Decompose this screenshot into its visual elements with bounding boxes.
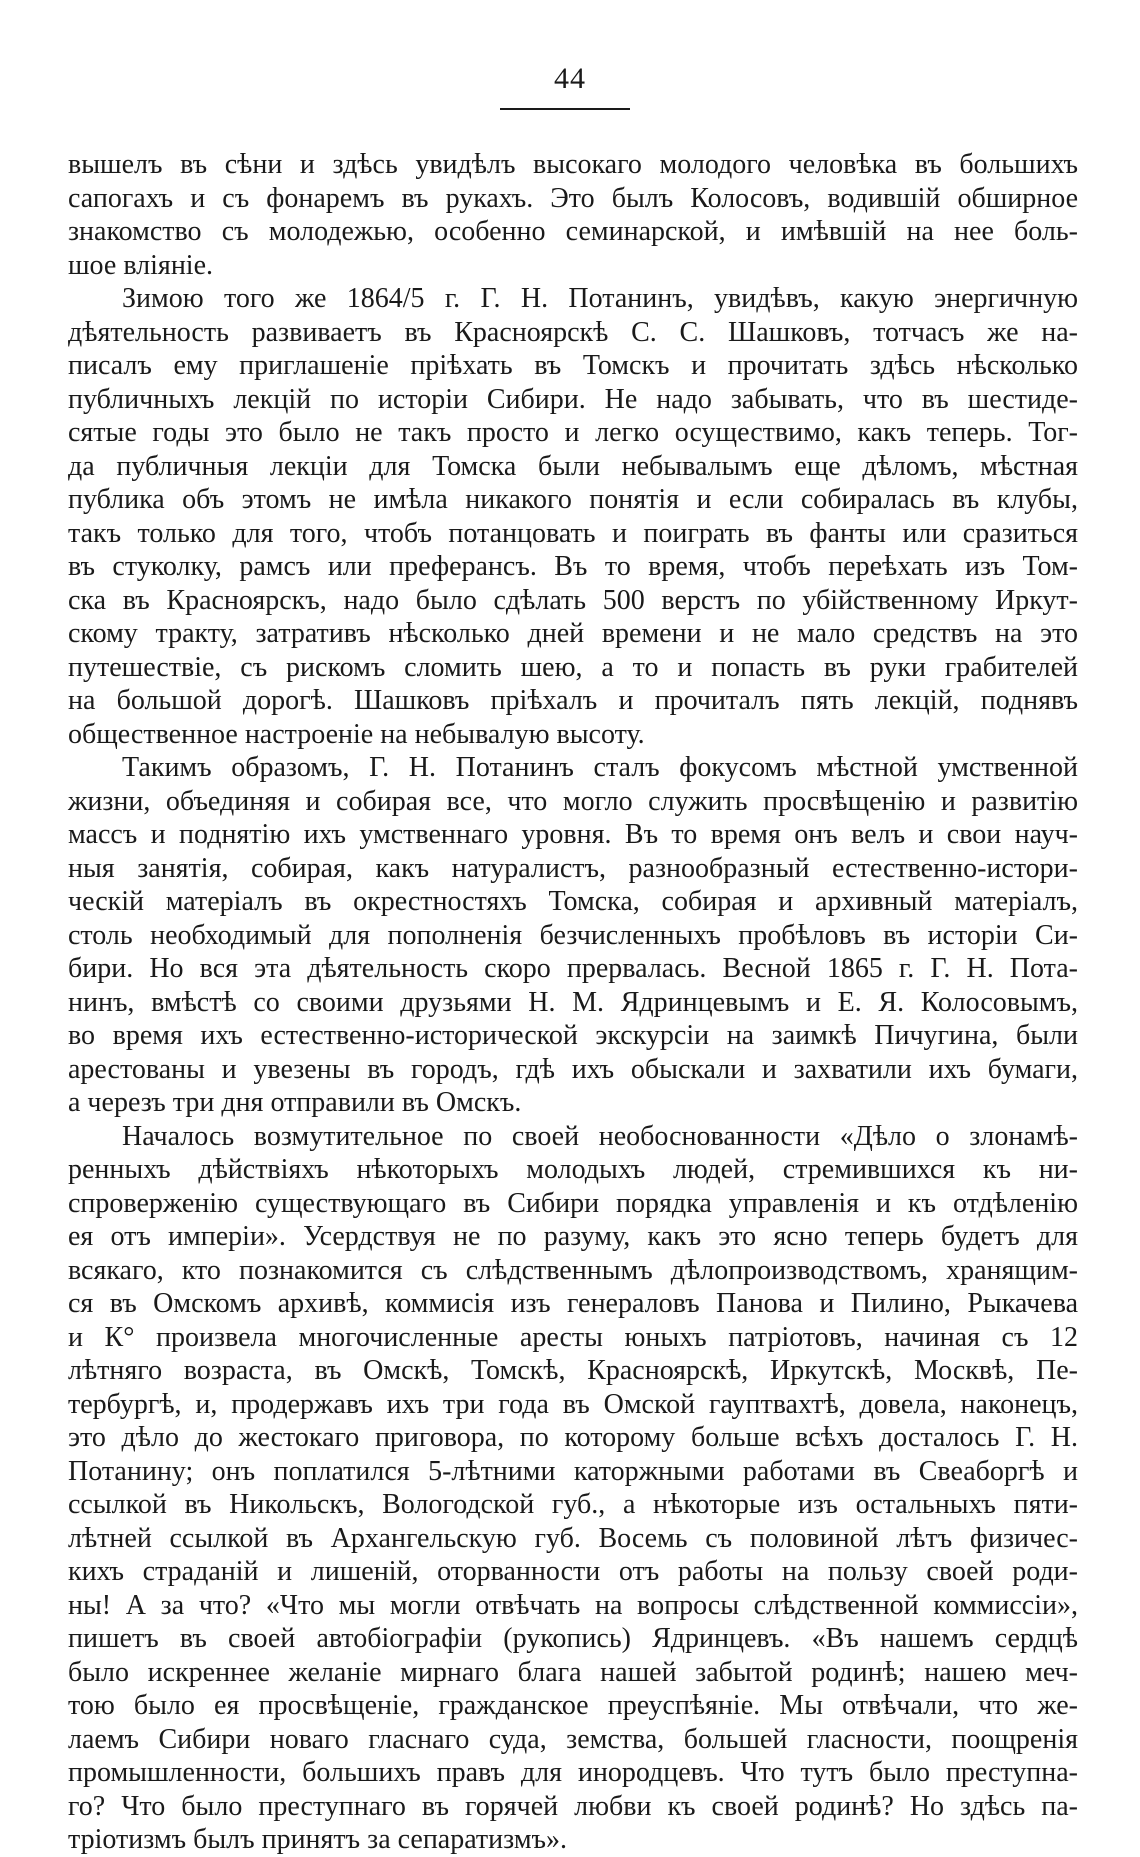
- text-line: го? Что было преступнаго въ горячей любви къ своей родинѣ? Но здѣсь па-: [68, 1790, 1078, 1822]
- text-line: дѣятельность развиваетъ въ Красноярскѣ С. С. Шашковъ, тотчасъ же на-: [68, 316, 1078, 348]
- text-line: сапогахъ и съ фонаремъ въ рукахъ. Это былъ Колосовъ, водившій обширное: [68, 182, 1078, 214]
- text-line: ся въ Омскомъ архивѣ, коммисія изъ генераловъ Панова и Пилино, Рыкачева: [68, 1288, 1078, 1319]
- text-line: такъ только для того, чтобъ потанцовать и поиграть въ фанты или сразиться: [68, 517, 1078, 549]
- text-line: на большой дорогѣ. Шашковъ пріѣхалъ и прочиталъ пять лекцій, поднявъ: [68, 685, 1078, 716]
- text-line: общественное настроеніе на небывалую высоту.: [68, 718, 645, 750]
- text-line: шое вліяніе.: [68, 249, 214, 281]
- text-line: кихъ страданій и лишеній, оторванности отъ работы на пользу своей роди-: [68, 1556, 1078, 1587]
- text-line: тербургѣ, и, продержавъ ихъ три года въ Омской гауптвахтѣ, довела, наконецъ,: [68, 1388, 1078, 1420]
- text-line: массъ и поднятію ихъ умственнаго уровня. Въ то время онъ велъ и свои науч-: [68, 819, 1078, 850]
- paragraph: [68, 282, 1078, 751]
- text-line: Такимъ образомъ, Г. Н. Потанинъ сталъ фокусомъ мѣстной умственной: [122, 752, 1078, 783]
- text-line: лѣтняго возраста, въ Омскѣ, Томскѣ, Красноярскѣ, Иркутскѣ, Москвѣ, Пе-: [68, 1355, 1078, 1386]
- text-line: скому тракту, затративъ нѣсколько дней времени и не мало средствъ на это: [68, 618, 1078, 649]
- text-line: ея отъ имперіи». Усердствуя не по разуму, какъ это ясно теперь будетъ для: [68, 1221, 1078, 1252]
- text-line: пишетъ въ своей автобіографіи (рукопись) Ядринцевъ. «Въ нашемъ сердцѣ: [68, 1623, 1078, 1654]
- text-line: ческій матеріалъ въ окрестностяхъ Томска, собирая и архивный матеріалъ,: [68, 886, 1078, 917]
- text-line: ныя занятія, собирая, какъ натуралистъ, разнообразный естественно-истори-: [68, 852, 1078, 884]
- paragraph: [68, 751, 1078, 1120]
- text-line: жизни, объединяя и собирая все, что могло служить просвѣщенію и развитію: [68, 785, 1078, 817]
- paragraph: [68, 1120, 1078, 1857]
- text-line: Началось возмутительное по своей необоснованности «Дѣло о злонамѣ-: [122, 1120, 1078, 1152]
- text-line: было искреннее желаніе мирнаго блага нашей забытой родинѣ; нашею меч-: [68, 1656, 1078, 1688]
- text-line: нинъ, вмѣстѣ со своими друзьями Н. М. Ядринцевымъ и Е. Я. Колосовымъ,: [68, 986, 1078, 1018]
- text-line: Потанину; онъ поплатился 5-лѣтними каторжными работами въ Свеаборгѣ и: [68, 1455, 1078, 1487]
- text-line: писалъ ему приглашеніе пріѣхать въ Томскъ и прочитать здѣсь нѣсколько: [68, 350, 1078, 381]
- text-line: ны! А за что? «Что мы могли отвѣчать на вопросы слѣдственной коммиссіи»,: [68, 1589, 1078, 1621]
- text-line: столь необходимый для пополненія безчисленныхъ пробѣловъ въ исторіи Си-: [68, 919, 1078, 951]
- text-line: арестованы и увезены въ городъ, гдѣ ихъ обыскали и захватили ихъ бумаги,: [68, 1053, 1078, 1085]
- text-line: Зимою того же 1864/5 г. Г. Н. Потанинъ, увидѣвъ, какую энергичную: [122, 283, 1078, 314]
- text-line: спроверженію существующаго въ Сибири порядка управленія и къ отдѣленію: [68, 1187, 1078, 1219]
- text-line: тою было ея просвѣщеніе, гражданское преуспѣяніе. Мы отвѣчали, что же-: [68, 1690, 1078, 1721]
- text-line: въ стуколку, рамсъ или преферансъ. Въ то время, чтобъ переѣхать изъ Том-: [68, 551, 1078, 582]
- text-line: лаемъ Сибири новаго гласнаго суда, земства, большей гласности, поощренія: [68, 1723, 1078, 1755]
- text-line: это дѣло до жестокаго приговора, по которому больше всѣхъ досталось Г. Н.: [68, 1422, 1078, 1453]
- text-line: во время ихъ естественно-исторической экскурсіи на заимкѣ Пичугина, были: [68, 1020, 1078, 1051]
- text-line: публика объ этомъ не имѣла никакого понятія и если собиралась въ клубы,: [68, 484, 1078, 515]
- header-rule: [500, 108, 630, 110]
- page-number: 44: [554, 62, 586, 95]
- paragraph: [68, 148, 1078, 282]
- text-line: ренныхъ дѣйствіяхъ нѣкоторыхъ молодыхъ людей, стремившихся къ ни-: [68, 1154, 1078, 1185]
- text-line: да публичныя лекціи для Томска были небывалымъ еще дѣломъ, мѣстная: [68, 450, 1078, 482]
- body-text: [68, 148, 1078, 1857]
- text-line: лѣтней ссылкой въ Архангельскую губ. Восемь съ половиной лѣтъ физичес-: [68, 1522, 1078, 1554]
- text-line: тріотизмъ былъ принятъ за сепаратизмъ».: [68, 1824, 568, 1855]
- text-line: а черезъ три дня отправили въ Омскъ.: [68, 1087, 522, 1118]
- text-line: публичныхъ лекцій по исторіи Сибири. Не надо забывать, что въ шестиде-: [68, 383, 1078, 415]
- text-line: ска въ Красноярскъ, надо было сдѣлать 500 верстъ по убійственному Иркут-: [68, 584, 1078, 616]
- text-line: всякаго, кто познакомится съ слѣдственнымъ дѣлопроизводствомъ, хранящим-: [68, 1254, 1078, 1286]
- text-line: ссылкой въ Никольскъ, Вологодской губ., а нѣкоторые изъ остальныхъ пяти-: [68, 1489, 1078, 1520]
- text-line: вышелъ въ сѣни и здѣсь увидѣлъ высокаго молодого человѣка въ большихъ: [68, 149, 1078, 180]
- text-line: путешествіе, съ рискомъ сломить шею, а то и попасть въ руки грабителей: [68, 651, 1078, 683]
- text-line: знакомство съ молодежью, особенно семинарской, и имѣвшій на нее боль-: [68, 216, 1078, 247]
- text-line: сятые годы это было не такъ просто и легко осуществимо, какъ теперь. Тог-: [68, 417, 1078, 448]
- text-line: бири. Но вся эта дѣятельность скоро прервалась. Весной 1865 г. Г. Н. Пота-: [68, 953, 1078, 984]
- text-line: и К° произвела многочисленные аресты юныхъ патріотовъ, начиная съ 12: [68, 1321, 1078, 1353]
- text-line: промышленности, большихъ правъ для инородцевъ. Что тутъ было преступна-: [68, 1757, 1078, 1788]
